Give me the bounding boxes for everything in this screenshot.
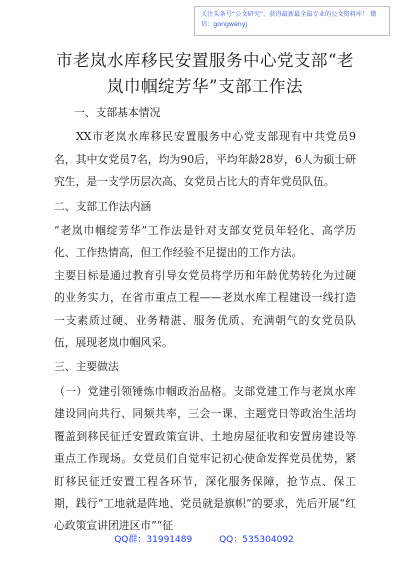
section-heading-method: 二、支部工作法内涵 xyxy=(54,199,152,213)
document-body xyxy=(54,48,356,538)
promo-banner xyxy=(194,6,390,36)
footer-qq-group: QQ群：31991489 xyxy=(114,535,193,545)
section-heading-practices: 三、主要做法 xyxy=(54,360,119,374)
section-text-practices: （一）党建引领锤炼巾帼政治品格。支部党建工作与老岚水库建设同向共行、同频共率，三会一课、主题党日等政治生活均覆盖到移民征迁安置政策宣讲、土地房屋征收和安置房建设等重点工作现场。女党员们自觉牢记初心使命发挥党员优势，紧盯移民征迁安置工程各环节，深化服务保障，抢节点、保工期，践行“工地就是阵地、党员就是旗帜”的要求，先后开展“红心政策宣讲团进区市”“征 xyxy=(54,384,356,533)
document-title: 市老岚水库移民安置服务中心党支部“老岚巾帼绽芳华”支部工作法 xyxy=(56,51,354,96)
section-text-basic-info: XX市老岚水库移民安置服务中心党支部现有中共党员9名，其中女党员7名，均为90后，平均年龄28岁，6人为硕士研究生，是一支学历层次高、女党员占比大的青年党员队伍。 xyxy=(54,130,356,189)
section-text-method-1: “老岚巾帼绽芳华”工作法是针对支部女党员年轻化、高学历化、工作热情高，但工作经验不足提出的工作方法。 xyxy=(54,224,356,260)
page-footer xyxy=(0,532,408,545)
footer-qq: QQ：535304092 xyxy=(219,535,294,545)
section-text-method-2: 主要目标是通过教育引导女党员将学历和年龄优势转化为过硬的业务实力，在省市重点工程——老岚水库工程建设一线打造一支素质过硬、业务精湛、服务优质、充满朝气的女党员队伍，展现老岚巾帼风采。 xyxy=(54,268,356,350)
section-heading-basic-info: 一、支部基本情况 xyxy=(74,106,161,119)
promo-banner-text: 关注头条号“公文研究”，获得最新最全最专业的公文资料库！ 微信：gongwenyj xyxy=(201,11,377,28)
